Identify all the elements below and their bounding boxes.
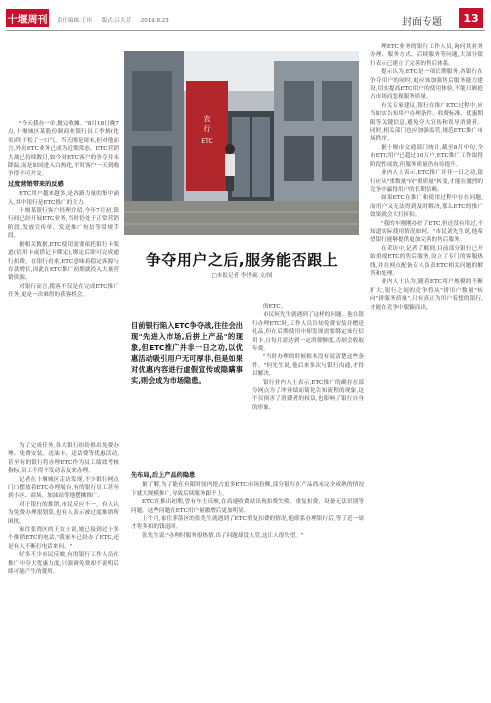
paragraph: 上个月,家住茅箭区的张先生就遇到了ETC重复扣费的情况,他联系办理银行后,等了近一周才将多扣的钱退回。 (131, 516, 364, 531)
paragraph: 据十堰市交通部门统计,截至8月中旬,全市ETC用户已超过10万户,ETC推广工作取得阶段性成效,但服务质量仍有待提升。 (370, 144, 483, 168)
page-header (0, 0, 491, 30)
paragraph: 理ETC业务的银行工作人员,询问其业务办理、服务方式、后续服务等问题,大部分银行表示已建立了完善的售后体系。 (370, 44, 483, 67)
newspaper-logo: 十堰周刊 (6, 9, 49, 27)
article-column-2 (8, 442, 119, 577)
paragraph: 张先生说:"办理时服务很热情,出了问题却没人管,这让人很失望。" (142, 532, 304, 539)
designer-credit: 版式:吕大芳 (101, 18, 131, 24)
article-headline: 争夺用户之后,服务能否跟上 (145, 251, 339, 269)
page-meta (57, 16, 177, 24)
paragraph: 为了完成任务,各大银行纷纷推出免费办理、免费安装、送油卡、送话费等优惠活动,甚至有的银行将办理ETC作为员工绩效考核指标,员工不得不发动亲友来办理。 (8, 443, 119, 475)
paragraph: 据了解,为了能在有限时间内抢占更多ETC市场份额,部分银行在产品尚未完全成熟的情况下就大规模推广,导致后续服务跟不上。 (131, 482, 364, 497)
svg-text:农: 农 (203, 115, 211, 123)
page-number: 13 (459, 8, 483, 28)
article-column-3 (252, 303, 364, 412)
paragraph: 对于银行的推销,市民反应不一。有人认为免费办理很划算,也有人表示被过度推销所困扰。 (8, 501, 119, 525)
paragraph: 在采访中,记者了解到,目前部分银行已开始重视ETC的售后服务,设立了专门的客服热线,并在网点配备专人负责ETC相关问题的解答和处理。 (370, 245, 483, 277)
paragraph: 提示认为,ETC是一项长期服务,各银行在争夺用户的同时,更应该加强售后服务能力建设,切实提高ETC用户的使用体验,不能只顾抢占市场而忽视服务质量。 (370, 69, 483, 101)
header-rule (6, 30, 485, 31)
article-column-1 (8, 120, 119, 300)
issue-date: 2019.8.23 (140, 18, 169, 24)
paragraph: 的ETC。 (263, 304, 287, 310)
paragraph: "今天我办一单,做完收摊。"8月18日晚7点,十堰城区某股份制商业银行员工李炳(化名)终于松了一口气。当天刚是周末,但对他而言,外出ETC业务已成为近期常态。ETC营销大战已持续数月,如今对ETC客户的争夺并未降温,而是如同进入白热化,平时客户一天到晚争得不可开交。 (8, 121, 119, 178)
paragraph: 家住张湾区的王女士说,她已接到过十多个推销ETC的电话,"我家车已经办了ETC,还是有人不断打电话来问。" (8, 527, 119, 550)
editor-credit: 责任编辑:王玮 (57, 18, 92, 24)
paragraph: 银行业内人士表示,ETC推广的确存在部分网点为了冲业绩而简化告知流程的现象,这不仅损害了消费者的权益,也影响了银行自身的形象。 (252, 379, 364, 411)
paragraph: 如果ETC在推广和使用过程中存在问题,而用户又无法得到及时解决,那么ETC的推广效果就会大打折扣。 (370, 195, 483, 219)
paragraph: 十堰某银行客户经理介绍,今年7月初,银行间已经开展ETC业务,当时仍处于正常营销阶段,发放宣传单、发送推广短信等常规手段。 (8, 208, 119, 240)
paragraph: ETC在推出初期,曾有车主反映,在高速收费站出现扣费失败、重复扣费、设备无法识别等问题。这些问题在ETC用户量激增后更加明显。 (131, 499, 364, 514)
paragraph: 记者在十堰城区走访发现,不少银行网点门口摆放着ETC办理展台,有的银行员工甚至到小区、商场、加油站等地摆摊推广。 (8, 476, 119, 500)
article-column-4 (370, 43, 483, 312)
section-title: 封面专题 (402, 17, 442, 28)
paragraph: 好多不少市民反映,有的银行工作人员在推广中夸大优惠力度,只强调免费却不说明后续可能产生的费用。 (8, 552, 119, 576)
svg-text:ETC: ETC (201, 138, 213, 145)
subheading: 先布局,后上产品的隐患 (131, 472, 196, 479)
article-byline: □本报记者 李世硕 文/图 (211, 273, 273, 279)
paragraph: 业内人士表示,ETC推广并非一日之功,银行应从"重数量"向"重质量"转变,才能在激烈的竞争中赢得用户的长期信赖。 (370, 170, 483, 193)
paragraph: "当时办理的时候根本没有说清楚这些条件。"何先生说,他后来多次与银行沟通,才得以解决。 (252, 354, 364, 378)
paragraph: 据相关数据,ETC使用需要依托银行卡渠道(信用卡或借记卡绑定),绑定后即可完成通行扣费。在银行看来,ETC意味着稳定客源与存款增长,因此在ETC推广初期就投入大量营销资源。 (8, 241, 119, 282)
paragraph: ETC用户越来越多,是各路力量的集中涌入,其中银行是ETC推广的主力。 (8, 191, 119, 206)
subheading: 过度营销带来的反感 (8, 180, 64, 188)
paragraph: "我的车刚刚办好了ETC,但还没有用过,不知道实际使用情况如何。"市民刘先生说,他希望银行能够提供更加完善的售后服务。 (370, 220, 483, 244)
bank-branch-photo (124, 51, 359, 235)
article-photo (124, 51, 359, 235)
paragraph: 业内人士认为,随着ETC用户规模的不断扩大,银行之间的竞争将从"拼用户数量"转向"拼服务质量",只有真正为用户着想的银行,才能在竞争中脱颖而出。 (370, 279, 483, 311)
svg-text:行: 行 (203, 125, 211, 133)
paragraph: 市民何先生就遇到了这样的问题。他在银行办理ETC时,工作人员告知免费安装并赠送礼品,但在后期使用中却发现需要绑定该行信用卡,且每月需达到一定消费额度,否则会收取年费。 (252, 312, 364, 353)
paragraph: 对银行而言,揽客不仅是在完成ETC推广任务,更是一次难得的获客机会。 (8, 283, 119, 299)
pull-quote: 目前银行陷入ETC争夺战,往往会出现"先进入市场,后拼上产品"的现象,但ETC推广并非一日之功,以优惠活动吸引用户无可厚非,但是如果对优惠内容进行虚假宣传或隐瞒事实,则会成为市场隐患。 (131, 321, 243, 385)
paragraph: 有关专家建议,银行在推广ETC过程中,应当如实告知用户办理条件、收费标准、优惠期限等关键信息,避免夸大宣传和误导消费者。同时,相关部门也应加强监管,规范ETC推广市场秩序。 (370, 102, 483, 143)
article-column-3b (131, 470, 364, 540)
